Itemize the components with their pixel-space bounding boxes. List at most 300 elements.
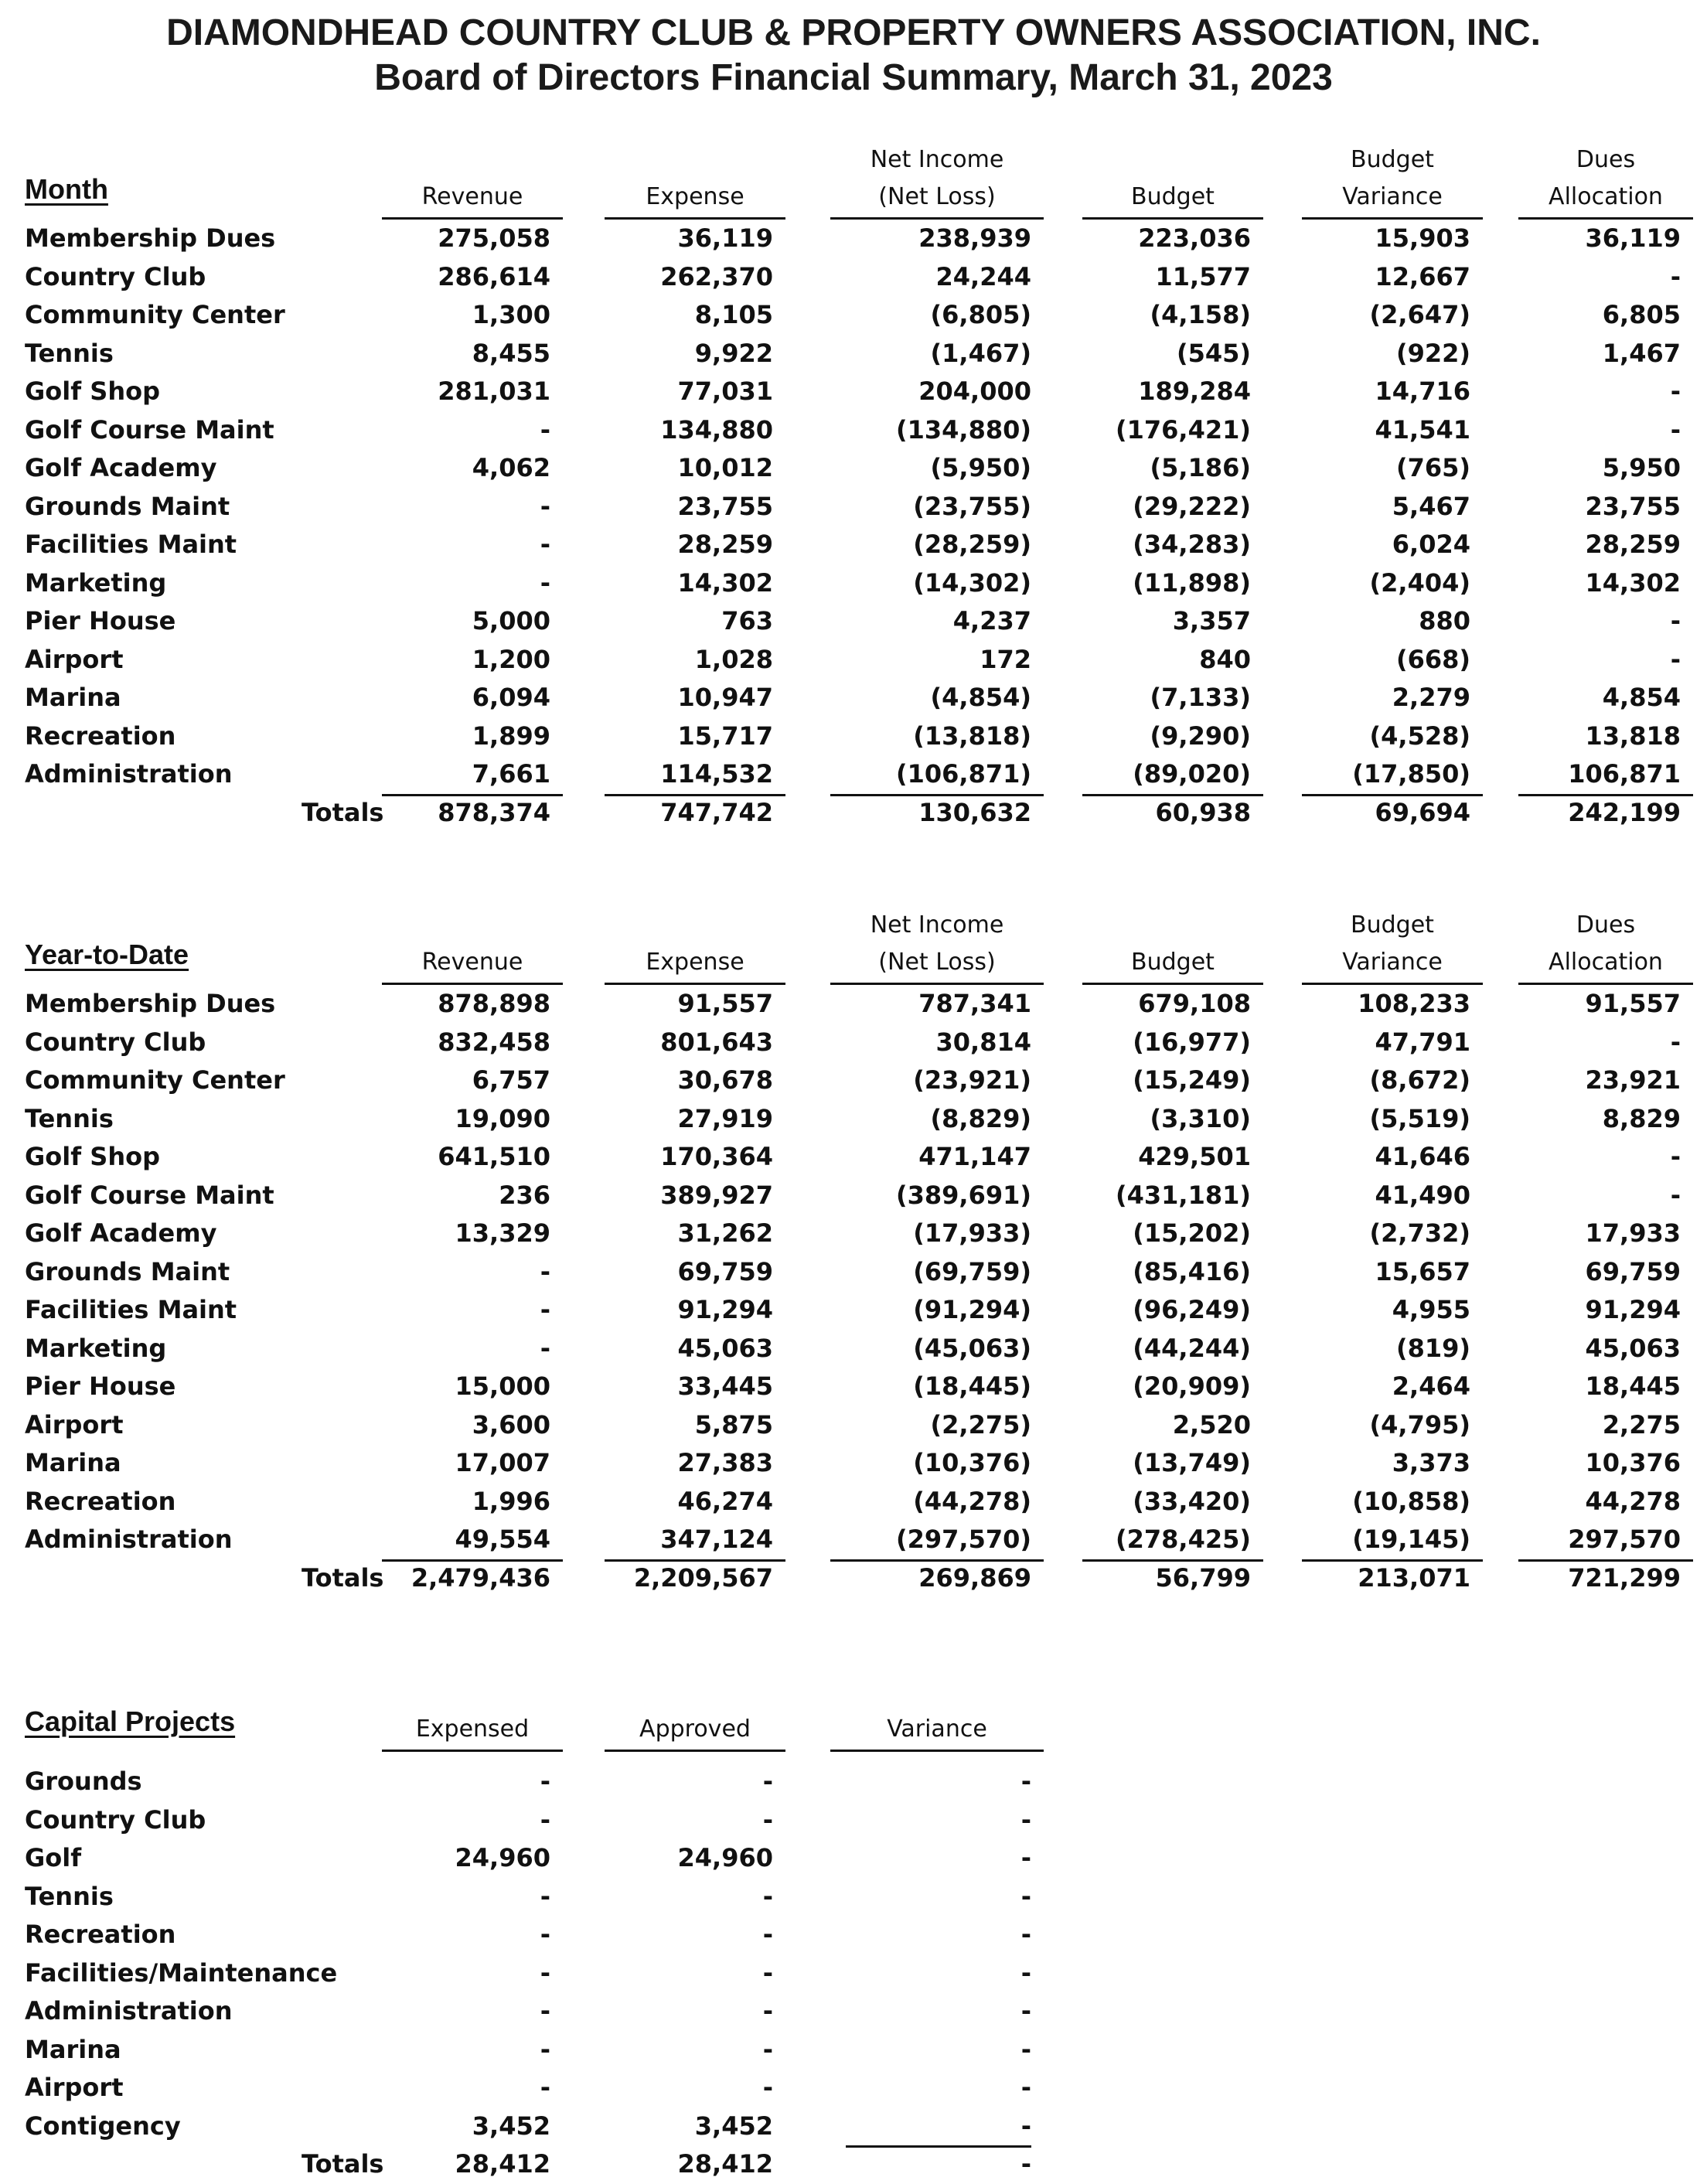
cell-budget: 11,577 xyxy=(1155,261,1251,291)
cell-variance: - xyxy=(1020,1767,1031,1796)
cell-budget: (33,420) xyxy=(1133,1486,1251,1516)
cell-variance: - xyxy=(846,2107,1031,2148)
cell-net: (134,880) xyxy=(896,414,1031,445)
cell-revenue: - xyxy=(540,1256,550,1286)
cell-variance: 12,667 xyxy=(1375,261,1470,291)
table-row xyxy=(0,1100,1707,1139)
capital-section xyxy=(0,1688,1707,2184)
cell-variance: 15,903 xyxy=(1375,223,1470,253)
table-row xyxy=(0,985,1707,1024)
cell-budget: (16,977) xyxy=(1133,1027,1251,1057)
row-label: Grounds xyxy=(25,1767,142,1796)
cell-dues: 2,275 xyxy=(1602,1409,1681,1440)
col-header-approved xyxy=(605,1711,785,1752)
table-row xyxy=(0,220,1707,258)
row-label: Tennis xyxy=(25,1881,114,1911)
cell-net: (4,854) xyxy=(930,683,1031,712)
cell-expense: 763 xyxy=(721,606,773,635)
row-label: Marina xyxy=(25,1448,121,1477)
cell-variance: 2,464 xyxy=(1392,1371,1470,1401)
cell-approved: 3,452 xyxy=(694,2111,773,2141)
col-header-expense xyxy=(605,179,785,220)
table-row xyxy=(0,755,1707,794)
cell-expense: 36,119 xyxy=(677,223,773,253)
cell-revenue: 281,031 xyxy=(438,376,550,406)
cell-budget: 223,036 xyxy=(1138,223,1251,253)
cell-budget: 3,357 xyxy=(1172,606,1251,635)
total-dues: 721,299 xyxy=(1568,1562,1681,1593)
capital-header xyxy=(0,1688,1707,1752)
row-label: Country Club xyxy=(25,1804,206,1835)
col-header-expensed xyxy=(382,1711,563,1752)
cell-budget: (278,425) xyxy=(1082,1521,1263,1562)
table-row xyxy=(0,602,1707,641)
cell-dues: 17,933 xyxy=(1585,1218,1681,1248)
cell-expense: 10,947 xyxy=(677,683,773,712)
cell-variance: 15,657 xyxy=(1375,1256,1470,1286)
row-label: Administration xyxy=(25,1996,233,2026)
cell-revenue: - xyxy=(540,530,550,559)
table-row xyxy=(0,564,1707,603)
cell-expense: 27,383 xyxy=(677,1448,773,1477)
month-rows xyxy=(0,220,1707,832)
cell-expense: 10,012 xyxy=(677,453,773,482)
cell-dues: - xyxy=(1670,261,1681,291)
cell-approved: - xyxy=(762,1881,773,1911)
cell-variance: (4,528) xyxy=(1369,721,1470,751)
col-header-variance-line1: Budget xyxy=(1351,911,1434,939)
col-header-net-income xyxy=(830,141,1044,220)
cell-dues: 6,805 xyxy=(1602,300,1681,329)
cell-revenue: 1,300 xyxy=(472,300,550,329)
cell-expense: 262,370 xyxy=(660,261,773,291)
cell-dues: 69,759 xyxy=(1585,1256,1681,1286)
cell-budget: (15,249) xyxy=(1133,1065,1251,1095)
table-row xyxy=(0,1483,1707,1521)
row-label: Membership Dues xyxy=(25,223,276,253)
cell-revenue: 286,614 xyxy=(438,261,550,291)
cell-expense: 23,755 xyxy=(677,491,773,521)
cell-budget: 840 xyxy=(1199,644,1251,674)
cell-budget: 429,501 xyxy=(1138,1142,1251,1171)
row-label: Membership Dues xyxy=(25,989,276,1018)
table-row xyxy=(0,296,1707,335)
cell-expense: 134,880 xyxy=(660,414,773,445)
cell-budget: (431,181) xyxy=(1116,1180,1251,1210)
cell-expense: 114,532 xyxy=(605,755,785,796)
cell-dues: 91,294 xyxy=(1585,1295,1681,1324)
cell-approved: - xyxy=(762,2034,773,2064)
row-label: Facilities/Maintenance xyxy=(25,1957,338,1988)
row-label: Golf Shop xyxy=(25,1142,160,1171)
col-header-variance xyxy=(1302,907,1483,985)
cell-net: 30,814 xyxy=(935,1027,1031,1057)
cell-dues: 297,570 xyxy=(1518,1521,1693,1562)
cell-variance: (8,672) xyxy=(1369,1065,1470,1095)
cell-variance: (668) xyxy=(1395,644,1470,674)
cell-net: (18,445) xyxy=(913,1371,1031,1401)
cell-variance: 2,279 xyxy=(1392,683,1470,712)
cell-net: (389,691) xyxy=(896,1180,1031,1210)
cell-variance: 41,646 xyxy=(1375,1142,1470,1171)
table-row xyxy=(0,1024,1707,1062)
cell-approved: 24,960 xyxy=(677,1843,773,1872)
col-header-expense-label: Expense xyxy=(646,949,744,976)
section-title-ytd: Year-to-Date xyxy=(25,939,189,970)
cell-approved: - xyxy=(762,2073,773,2102)
cell-variance: (4,795) xyxy=(1369,1409,1470,1440)
cell-dues: - xyxy=(1670,376,1681,406)
table-row xyxy=(0,1368,1707,1406)
row-label: Country Club xyxy=(25,1027,206,1057)
row-label: Golf Course Maint xyxy=(25,1180,274,1210)
cell-variance: 14,716 xyxy=(1375,376,1470,406)
cell-revenue: 1,899 xyxy=(472,721,550,751)
table-row xyxy=(0,2069,1707,2107)
cell-dues: 14,302 xyxy=(1585,567,1681,598)
row-label: Pier House xyxy=(25,606,176,635)
row-label: Airport xyxy=(25,1409,124,1440)
report-title: DIAMONDHEAD COUNTRY CLUB & PROPERTY OWNERS ASSOCIATION, INC. xyxy=(166,12,1541,53)
cell-budget: (9,290) xyxy=(1150,721,1251,751)
cell-variance: - xyxy=(1020,1957,1031,1988)
col-header-revenue-label: Revenue xyxy=(421,183,523,210)
cell-net: 4,237 xyxy=(952,606,1031,635)
cell-expense: 69,759 xyxy=(677,1256,773,1286)
cell-variance: 41,490 xyxy=(1375,1180,1470,1210)
col-header-dues-line2: Allocation xyxy=(1549,949,1663,976)
row-label: Facilities Maint xyxy=(25,1295,237,1324)
col-header-variance-line1: Budget xyxy=(1351,146,1434,173)
col-header-net-line1: Net Income xyxy=(870,911,1004,939)
col-header-revenue-label: Revenue xyxy=(421,949,523,976)
total-expensed: 28,412 xyxy=(455,2149,550,2179)
total-revenue: 878,374 xyxy=(438,797,550,827)
row-label: Golf xyxy=(25,1843,82,1872)
cell-net: (44,278) xyxy=(913,1486,1031,1516)
cell-expense: 31,262 xyxy=(677,1218,773,1248)
cell-dues: - xyxy=(1670,606,1681,635)
table-row xyxy=(0,2107,1707,2146)
total-variance: 213,071 xyxy=(1358,1562,1470,1593)
row-label: Facilities Maint xyxy=(25,530,237,559)
col-header-expense-label: Expense xyxy=(646,183,744,210)
cell-expense: 91,294 xyxy=(677,1295,773,1324)
cell-dues: 18,445 xyxy=(1585,1371,1681,1401)
cell-expense: 9,922 xyxy=(694,338,773,368)
cell-expense: 8,105 xyxy=(694,300,773,329)
cell-dues: 23,921 xyxy=(1585,1065,1681,1095)
cell-expensed: - xyxy=(540,1920,550,1949)
table-row xyxy=(0,1521,1707,1559)
cell-net: 238,939 xyxy=(918,223,1031,253)
table-row xyxy=(0,373,1707,411)
row-label: Tennis xyxy=(25,1103,114,1133)
totals-row xyxy=(0,2145,1707,2184)
cell-approved: - xyxy=(762,1804,773,1835)
cell-variance: 41,541 xyxy=(1375,414,1470,445)
cell-dues: 4,854 xyxy=(1602,683,1681,712)
table-row xyxy=(0,1330,1707,1368)
cell-budget: (176,421) xyxy=(1116,414,1251,445)
cell-revenue: 6,757 xyxy=(472,1065,550,1095)
row-label: Marketing xyxy=(25,567,167,598)
total-budget: 56,799 xyxy=(1155,1562,1251,1593)
cell-revenue: 236 xyxy=(499,1180,550,1210)
cell-expensed: - xyxy=(540,1767,550,1796)
table-row xyxy=(0,1763,1707,1801)
cell-dues: - xyxy=(1670,1027,1681,1057)
cell-expensed: - xyxy=(540,1804,550,1835)
col-header-budget-label: Budget xyxy=(1131,949,1215,976)
cell-expense: 28,259 xyxy=(677,530,773,559)
cell-variance: (2,647) xyxy=(1369,300,1470,329)
table-row xyxy=(0,1878,1707,1917)
total-dues: 242,199 xyxy=(1568,797,1681,827)
cell-net: (45,063) xyxy=(913,1333,1031,1363)
cell-expensed: 24,960 xyxy=(455,1843,550,1872)
cell-dues: - xyxy=(1670,414,1681,445)
row-label: Marketing xyxy=(25,1333,167,1363)
cell-variance: (2,732) xyxy=(1369,1218,1470,1248)
cell-dues: 23,755 xyxy=(1585,491,1681,521)
cell-budget: (5,186) xyxy=(1150,453,1251,482)
cell-net: 172 xyxy=(980,644,1031,674)
table-row xyxy=(0,411,1707,450)
col-header-revenue xyxy=(382,944,563,985)
cell-revenue: 832,458 xyxy=(438,1027,550,1057)
cell-dues: 8,829 xyxy=(1602,1103,1681,1133)
cell-expense: 30,678 xyxy=(677,1065,773,1095)
cell-dues: 44,278 xyxy=(1585,1486,1681,1516)
ytd-section xyxy=(0,908,1707,1597)
table-row xyxy=(0,1839,1707,1878)
row-label: Tennis xyxy=(25,338,114,368)
cell-expense: 170,364 xyxy=(660,1142,773,1171)
col-header-cap-variance-label: Variance xyxy=(887,1716,987,1743)
col-header-expensed-label: Expensed xyxy=(415,1716,530,1743)
cell-dues: 106,871 xyxy=(1518,755,1693,796)
cell-revenue: - xyxy=(540,1295,550,1324)
cell-variance: (17,850) xyxy=(1302,755,1483,796)
cell-net: (14,302) xyxy=(913,567,1031,598)
cell-revenue: 5,000 xyxy=(472,606,550,635)
table-row xyxy=(0,1444,1707,1483)
col-header-net-income xyxy=(830,907,1044,985)
cell-net: (106,871) xyxy=(830,755,1044,796)
cell-expense: 1,028 xyxy=(694,644,773,674)
cell-expense: 801,643 xyxy=(660,1027,773,1057)
cell-revenue: - xyxy=(540,1333,550,1363)
cell-variance: 880 xyxy=(1419,606,1470,635)
col-header-dues-line1: Dues xyxy=(1576,911,1636,939)
col-header-variance xyxy=(1302,141,1483,220)
cell-budget: (34,283) xyxy=(1133,530,1251,559)
cell-variance: - xyxy=(1020,1804,1031,1835)
total-approved: 28,412 xyxy=(677,2149,773,2179)
table-row xyxy=(0,1253,1707,1292)
table-row xyxy=(0,1061,1707,1100)
cell-expense: 5,875 xyxy=(694,1409,773,1440)
cell-net: 204,000 xyxy=(918,376,1031,406)
table-row xyxy=(0,2031,1707,2070)
total-budget: 60,938 xyxy=(1155,797,1251,827)
cell-expensed: - xyxy=(540,2073,550,2102)
cell-budget: (89,020) xyxy=(1082,755,1263,796)
cell-revenue: - xyxy=(540,491,550,521)
table-row xyxy=(0,526,1707,564)
total-net: 130,632 xyxy=(918,797,1031,827)
cell-dues: - xyxy=(1670,1180,1681,1210)
row-label: Community Center xyxy=(25,1065,285,1095)
cell-approved: - xyxy=(762,1920,773,1949)
cell-revenue: - xyxy=(540,567,550,598)
totals-row xyxy=(0,1559,1707,1598)
col-header-net-line1: Net Income xyxy=(870,146,1004,173)
cell-expensed: 3,452 xyxy=(472,2111,550,2141)
table-row xyxy=(0,335,1707,373)
table-row xyxy=(0,1801,1707,1840)
cell-variance: (2,404) xyxy=(1369,567,1470,598)
totals-label: Totals xyxy=(302,1562,384,1593)
month-header xyxy=(0,142,1707,220)
report-subtitle: Board of Directors Financial Summary, March 31, 2023 xyxy=(374,57,1333,98)
cell-revenue: 15,000 xyxy=(455,1371,550,1401)
cell-budget: 679,108 xyxy=(1138,989,1251,1018)
section-title-month: Month xyxy=(25,173,108,205)
col-header-dues-line1: Dues xyxy=(1576,146,1636,173)
cell-net: (69,759) xyxy=(913,1256,1031,1286)
cell-net: (6,805) xyxy=(930,300,1031,329)
totals-row xyxy=(0,794,1707,833)
cell-budget: (96,249) xyxy=(1133,1295,1251,1324)
cell-budget: (29,222) xyxy=(1133,491,1251,521)
cell-revenue: 4,062 xyxy=(472,453,550,482)
cell-budget: (4,158) xyxy=(1150,300,1251,329)
cell-expense: 45,063 xyxy=(677,1333,773,1363)
cell-net: 471,147 xyxy=(918,1142,1031,1171)
cell-variance: (765) xyxy=(1395,453,1470,482)
cell-variance: - xyxy=(1020,1920,1031,1949)
row-label: Recreation xyxy=(25,721,176,751)
cell-dues: 28,259 xyxy=(1585,530,1681,559)
table-row xyxy=(0,449,1707,488)
cell-variance: (819) xyxy=(1395,1333,1470,1363)
cell-variance: (5,519) xyxy=(1369,1103,1470,1133)
row-label: Administration xyxy=(25,1525,233,1554)
cell-variance: - xyxy=(1020,1996,1031,2026)
cell-net: (28,259) xyxy=(913,530,1031,559)
cell-budget: (85,416) xyxy=(1133,1256,1251,1286)
cell-budget: (15,202) xyxy=(1133,1218,1251,1248)
cell-net: 24,244 xyxy=(935,261,1031,291)
totals-label: Totals xyxy=(302,2149,384,2179)
cell-variance: 4,955 xyxy=(1392,1295,1470,1324)
col-header-revenue xyxy=(382,179,563,220)
section-title-capital: Capital Projects xyxy=(25,1705,236,1737)
capital-rows xyxy=(0,1763,1707,2184)
table-row xyxy=(0,258,1707,297)
row-label: Pier House xyxy=(25,1371,176,1401)
cell-dues: 5,950 xyxy=(1602,453,1681,482)
cell-expensed: - xyxy=(540,1881,550,1911)
col-header-dues-line2: Allocation xyxy=(1549,183,1663,210)
cell-revenue: 17,007 xyxy=(455,1448,550,1477)
total-expense: 2,209,567 xyxy=(633,1562,773,1593)
cell-variance: (10,858) xyxy=(1352,1486,1470,1516)
cell-net: 787,341 xyxy=(918,989,1031,1018)
cell-variance: 3,373 xyxy=(1392,1448,1470,1477)
cell-revenue: 19,090 xyxy=(455,1103,550,1133)
cell-net: (5,950) xyxy=(930,453,1031,482)
col-header-variance-line2: Variance xyxy=(1342,949,1443,976)
cell-revenue: 3,600 xyxy=(472,1409,550,1440)
cell-dues: - xyxy=(1670,644,1681,674)
cell-expense: 33,445 xyxy=(677,1371,773,1401)
cell-dues: - xyxy=(1670,1142,1681,1171)
col-header-net-line2: (Net Loss) xyxy=(878,949,996,976)
cell-budget: 2,520 xyxy=(1172,1409,1251,1440)
cell-budget: (3,310) xyxy=(1150,1103,1251,1133)
row-label: Country Club xyxy=(25,261,206,291)
cell-dues: 10,376 xyxy=(1585,1448,1681,1477)
cell-net: (13,818) xyxy=(913,721,1031,751)
col-header-dues xyxy=(1518,907,1693,985)
cell-dues: 91,557 xyxy=(1585,989,1681,1018)
cell-revenue: 1,200 xyxy=(472,644,550,674)
cell-expense: 347,124 xyxy=(605,1521,785,1562)
cell-revenue: 1,996 xyxy=(472,1486,550,1516)
row-label: Grounds Maint xyxy=(25,491,230,521)
col-header-expense xyxy=(605,944,785,985)
cell-dues: 36,119 xyxy=(1585,223,1681,253)
cell-net: (1,467) xyxy=(930,338,1031,368)
row-label: Airport xyxy=(25,644,124,674)
row-label: Grounds Maint xyxy=(25,1256,230,1286)
row-label: Contigency xyxy=(25,2111,181,2141)
cell-dues: 45,063 xyxy=(1585,1333,1681,1363)
cell-revenue: 275,058 xyxy=(438,223,550,253)
cell-expense: 46,274 xyxy=(677,1486,773,1516)
cell-approved: - xyxy=(762,1957,773,1988)
table-row xyxy=(0,641,1707,680)
totals-label: Totals xyxy=(302,797,384,827)
cell-expensed: - xyxy=(540,1996,550,2026)
cell-net: (23,755) xyxy=(913,491,1031,521)
ytd-header xyxy=(0,908,1707,985)
cell-variance: 6,024 xyxy=(1392,530,1470,559)
total-expense: 747,742 xyxy=(660,797,773,827)
cell-revenue: 13,329 xyxy=(455,1218,550,1248)
cell-revenue: 49,554 xyxy=(382,1521,563,1562)
row-label: Marina xyxy=(25,2034,121,2064)
table-row xyxy=(0,717,1707,756)
col-header-dues xyxy=(1518,141,1693,220)
cell-revenue: 8,455 xyxy=(472,338,550,368)
cell-expensed: - xyxy=(540,1957,550,1988)
cell-expense: 91,557 xyxy=(677,989,773,1018)
col-header-net-line2: (Net Loss) xyxy=(878,183,996,210)
cell-dues: 1,467 xyxy=(1602,338,1681,368)
cell-net: (297,570) xyxy=(830,1521,1044,1562)
table-row xyxy=(0,1215,1707,1253)
table-row xyxy=(0,1916,1707,1954)
cell-net: (91,294) xyxy=(913,1295,1031,1324)
table-row xyxy=(0,1291,1707,1330)
cell-variance: 47,791 xyxy=(1375,1027,1470,1057)
table-row xyxy=(0,1406,1707,1445)
cell-budget: (7,133) xyxy=(1150,683,1251,712)
